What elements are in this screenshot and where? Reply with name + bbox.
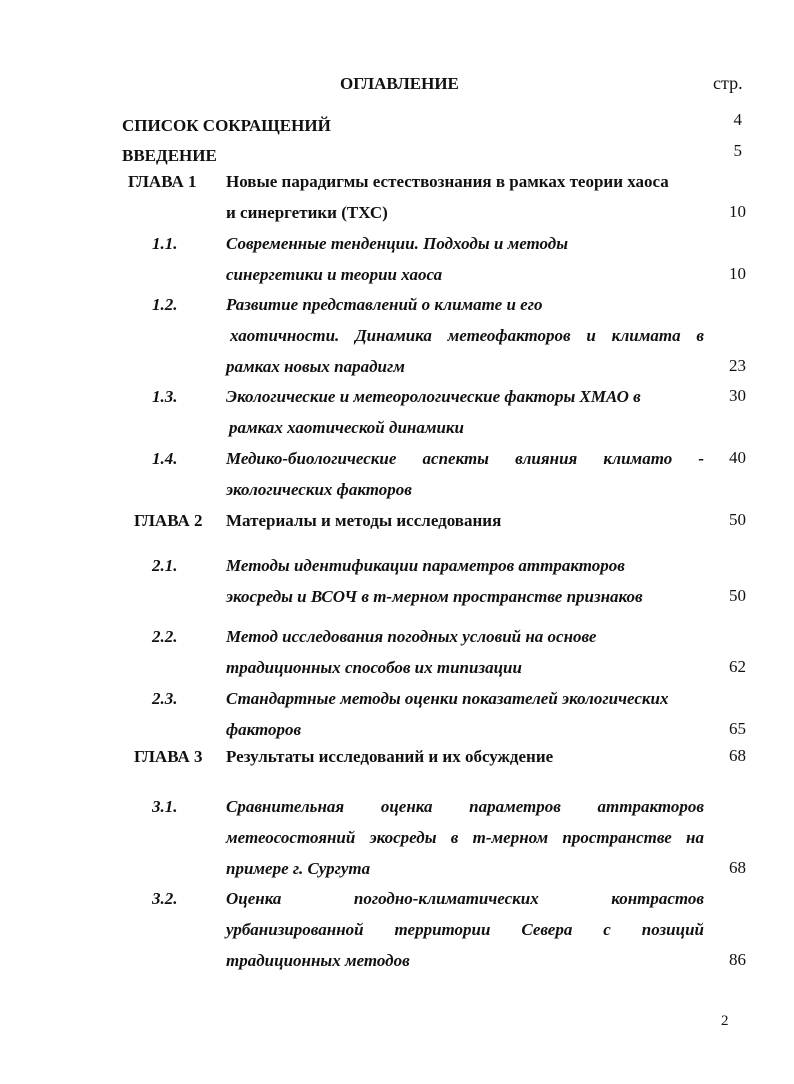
section-number: 1.4. [152,449,178,468]
section-title[interactable]: метеосостояний экосреды в m-мерном пространстве на [226,828,704,847]
toc-abbreviations[interactable]: СПИСОК СОКРАЩЕНИЙ [122,116,331,135]
section-number: 1.2. [152,295,178,314]
section-number: 1.3. [152,387,178,406]
page-column-label: стр. [713,73,743,93]
chapter-label: ГЛАВА 2 [134,511,203,530]
toc-page: 5 [733,141,742,160]
toc-page: 68 [729,858,746,877]
toc-page: 50 [729,586,746,605]
section-title[interactable]: Методы идентификации параметров аттракторов [226,556,625,575]
section-title[interactable]: хаотичности. Динамика метеофакторов и климата в [230,326,704,345]
section-title[interactable]: урбанизированной территории Севера с позиций [226,920,704,939]
toc-page: 50 [729,510,746,529]
section-title[interactable]: Сравнительная оценка параметров аттракторов [226,797,704,816]
page-title: ОГЛАВЛЕНИЕ [340,74,459,93]
toc-page: 10 [729,202,746,221]
section-title[interactable]: Экологические и метеорологические факторы ХМАО в [226,387,641,406]
section-title[interactable]: Метод исследования погодных условий на основе [226,627,597,646]
chapter-title[interactable]: Результаты исследований и их обсуждение [226,747,554,766]
chapter-label: ГЛАВА 3 [134,747,203,766]
toc-page: 62 [729,657,746,676]
section-title[interactable]: экологических факторов [226,480,412,499]
chapter-title[interactable]: и синергетики (ТХС) [226,203,388,222]
section-title[interactable]: примере г. Сургута [226,859,371,878]
section-number: 3.2. [152,889,178,908]
toc-page: 65 [729,719,746,738]
toc-page: 86 [729,950,746,969]
section-title[interactable]: рамках хаотической динамики [229,418,465,437]
section-title[interactable]: рамках новых парадигм [226,357,405,376]
section-title[interactable]: Стандартные методы оценки показателей экологических [226,689,669,708]
chapter-label: ГЛАВА 1 [128,172,197,191]
section-number: 1.1. [152,234,178,253]
section-title[interactable]: Медико-биологические аспекты влияния климато - [226,449,704,468]
page-number: 2 [721,1013,729,1029]
section-number: 2.1. [152,556,178,575]
toc-page: 68 [729,746,746,765]
section-title[interactable]: синергетики и теории хаоса [226,265,443,284]
chapter-title[interactable]: Материалы и методы исследования [226,511,502,530]
toc-page: 4 [733,110,742,129]
toc-page: 30 [729,386,746,405]
section-number: 3.1. [152,797,178,816]
section-title[interactable]: Развитие представлений о климате и его [226,295,543,314]
toc-page: 10 [729,264,746,283]
section-number: 2.3. [152,689,178,708]
section-title[interactable]: Современные тенденции. Подходы и методы [226,234,569,253]
toc-introduction[interactable]: ВВЕДЕНИЕ [122,146,217,165]
toc-page: 40 [729,448,746,467]
section-title[interactable]: экосреды и ВСОЧ в m-мерном пространстве признаков [226,587,643,606]
section-title[interactable]: факторов [226,720,302,739]
chapter-title[interactable]: Новые парадигмы естествознания в рамках теории хаоса [226,172,669,191]
toc-page: 23 [729,356,746,375]
section-title[interactable]: традиционных методов [226,951,410,970]
section-number: 2.2. [152,627,178,646]
section-title[interactable]: традиционных способов их типизации [226,658,522,677]
section-title[interactable]: Оценка погодно-климатических контрастов [226,889,704,908]
